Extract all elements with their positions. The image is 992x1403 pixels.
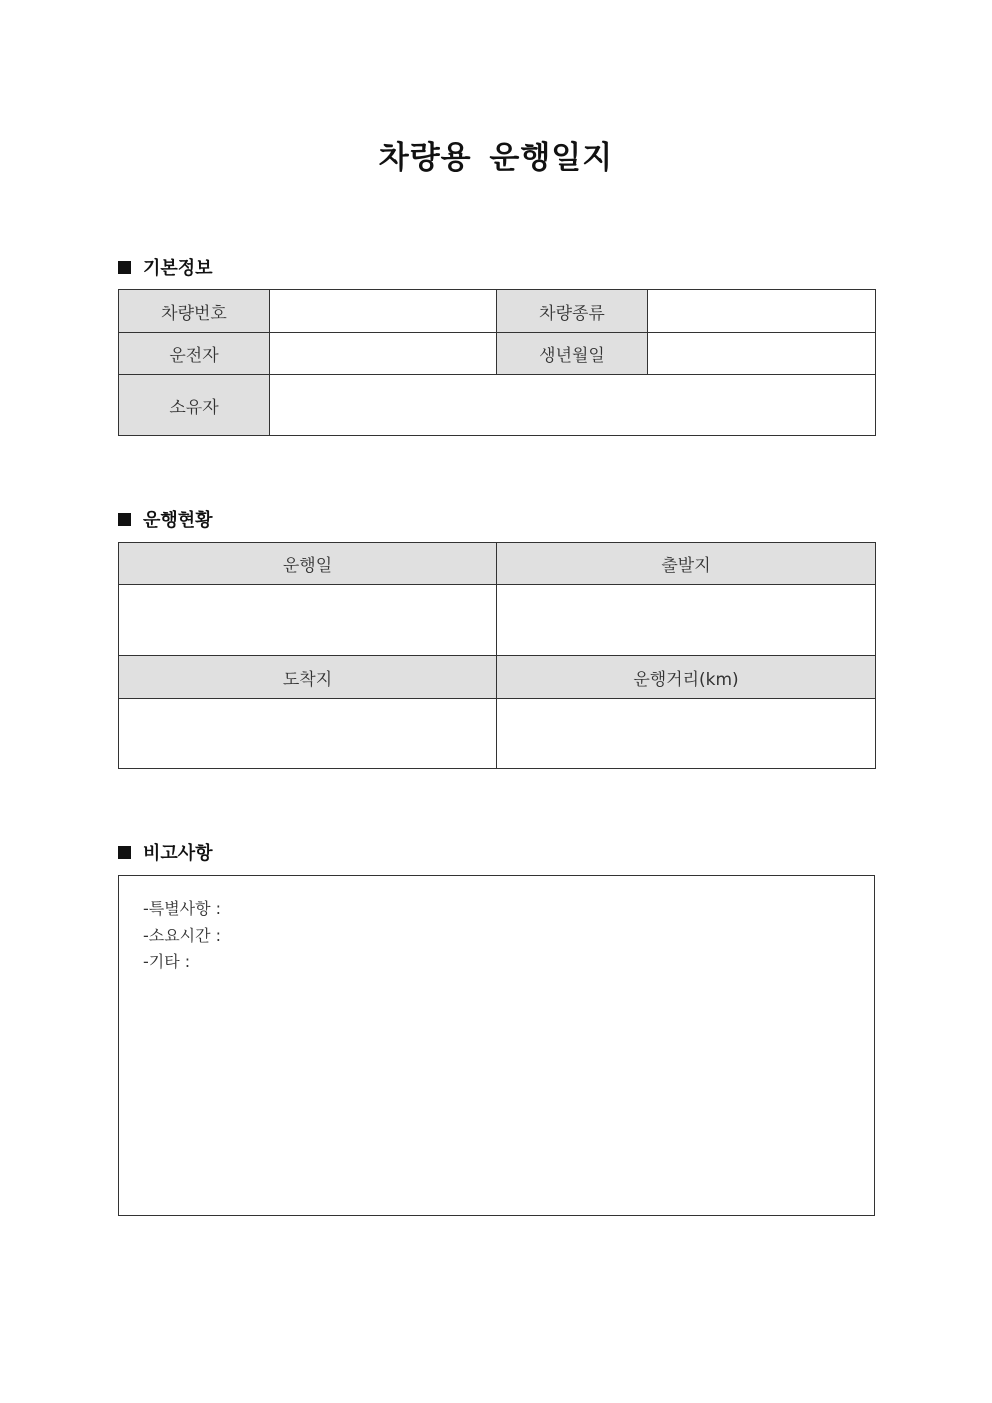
driver-field[interactable] xyxy=(270,333,497,375)
page-title: 차량용 운행일지 xyxy=(378,140,614,176)
remarks-box[interactable] xyxy=(118,875,875,1216)
remarks-lines xyxy=(143,896,221,976)
basic-info-table xyxy=(118,289,876,436)
square-bullet-icon xyxy=(118,261,131,274)
square-bullet-icon xyxy=(118,846,131,859)
departure-field[interactable] xyxy=(497,585,876,656)
section-heading-remarks-label: 비고사항 xyxy=(143,843,213,864)
section-heading-basic xyxy=(118,254,213,280)
owner-label: 소유자 xyxy=(119,375,270,436)
remarks-line-duration: -소요시간 : xyxy=(143,925,222,945)
birthdate-field[interactable] xyxy=(648,333,876,375)
vehicle-type-label: 차량종류 xyxy=(497,290,648,333)
driver-label: 운전자 xyxy=(119,333,270,375)
operation-date-field[interactable] xyxy=(119,585,497,656)
distance-field[interactable] xyxy=(497,699,876,769)
section-heading-remarks xyxy=(118,839,213,865)
departure-label: 출발지 xyxy=(497,543,876,585)
operation-date-label: 운행일 xyxy=(119,543,497,585)
owner-field[interactable] xyxy=(270,375,876,436)
remarks-line-other: -기타 : xyxy=(143,952,191,971)
distance-label: 운행거리(km) xyxy=(497,656,876,699)
vehicle-number-field[interactable] xyxy=(270,290,497,333)
section-heading-operation xyxy=(118,506,213,532)
section-heading-operation-label: 운행현황 xyxy=(143,510,213,531)
vehicle-type-field[interactable] xyxy=(648,290,876,333)
arrival-field[interactable] xyxy=(119,699,497,769)
birthdate-label: 생년월일 xyxy=(497,333,648,375)
vehicle-number-label: 차량번호 xyxy=(119,290,270,333)
square-bullet-icon xyxy=(118,513,131,526)
remarks-line-special: -특별사항 : xyxy=(143,899,222,918)
arrival-label: 도착지 xyxy=(119,656,497,699)
section-heading-basic-label: 기본정보 xyxy=(143,258,213,279)
operation-table xyxy=(118,542,876,769)
